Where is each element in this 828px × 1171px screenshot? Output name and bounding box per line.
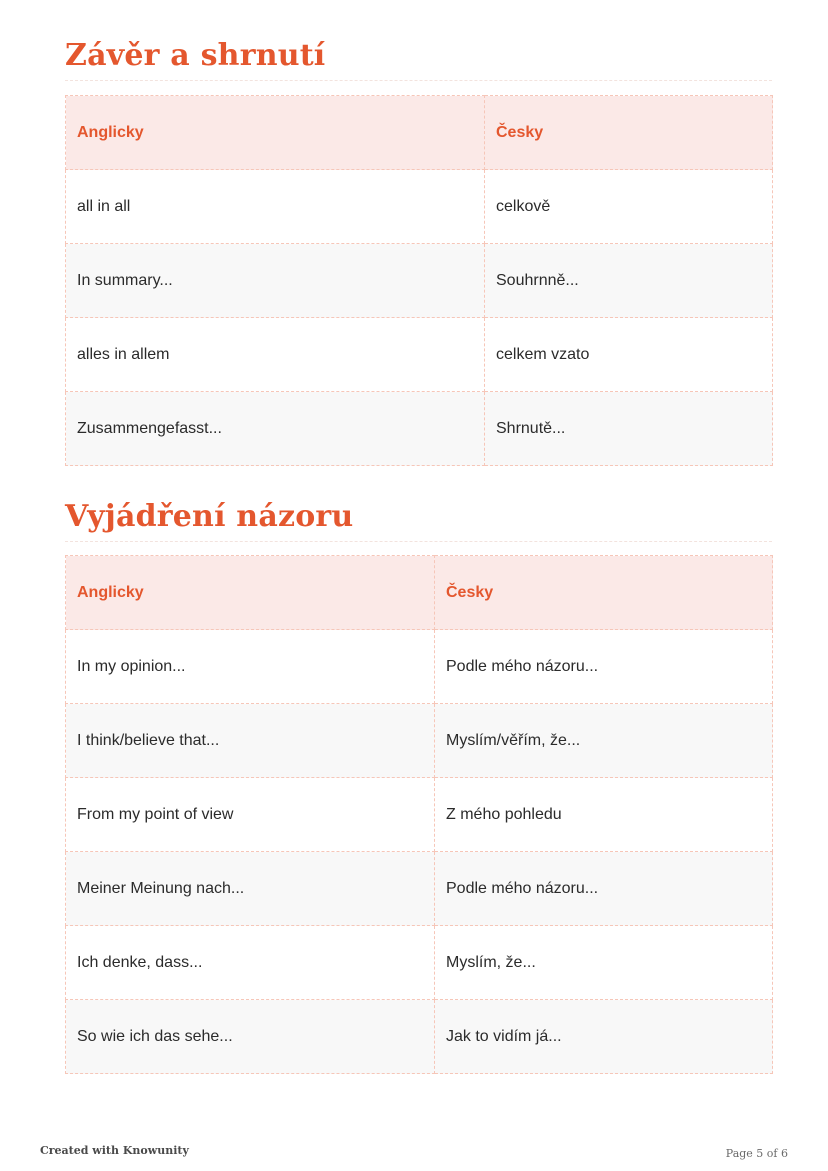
czech-phrase: Podle mého názoru... [435,630,773,704]
english-phrase: In summary... [66,244,485,318]
english-phrase: From my point of view [66,778,435,852]
table-row [66,926,773,1000]
column-header-czech: Česky [485,96,773,170]
title-divider [65,80,772,81]
section-title: Závěr a shrnutí [65,38,326,73]
table-row [66,1000,773,1074]
english-phrase: Meiner Meinung nach... [66,852,435,926]
english-phrase: In my opinion... [66,630,435,704]
czech-phrase: Jak to vidím já... [435,1000,773,1074]
vocab-table-summary [65,95,773,466]
english-phrase: Zusammengefasst... [66,392,485,466]
title-divider [65,541,772,542]
table-row [66,244,773,318]
vocab-table-opinion [65,555,773,1074]
table-row [66,392,773,466]
english-phrase: So wie ich das sehe... [66,1000,435,1074]
footer-credit: Created with Knowunity [40,1144,189,1157]
column-header-english: Anglicky [66,96,485,170]
czech-phrase: celkově [485,170,773,244]
page-number: Page 5 of 6 [725,1147,788,1160]
czech-phrase: Myslím, že... [435,926,773,1000]
english-phrase: I think/believe that... [66,704,435,778]
column-header-english: Anglicky [66,556,435,630]
table-row [66,630,773,704]
table-header-row [66,96,773,170]
table-row [66,704,773,778]
english-phrase: all in all [66,170,485,244]
czech-phrase: Myslím/věřím, že... [435,704,773,778]
czech-phrase: Podle mého názoru... [435,852,773,926]
czech-phrase: Shrnutě... [485,392,773,466]
english-phrase: Ich denke, dass... [66,926,435,1000]
czech-phrase: Souhrnně... [485,244,773,318]
table-header-row [66,556,773,630]
table-row [66,318,773,392]
czech-phrase: Z mého pohledu [435,778,773,852]
czech-phrase: celkem vzato [485,318,773,392]
table-row [66,852,773,926]
column-header-czech: Česky [435,556,773,630]
section-title: Vyjádření názoru [65,499,354,534]
table-row [66,778,773,852]
table-row [66,170,773,244]
english-phrase: alles in allem [66,318,485,392]
